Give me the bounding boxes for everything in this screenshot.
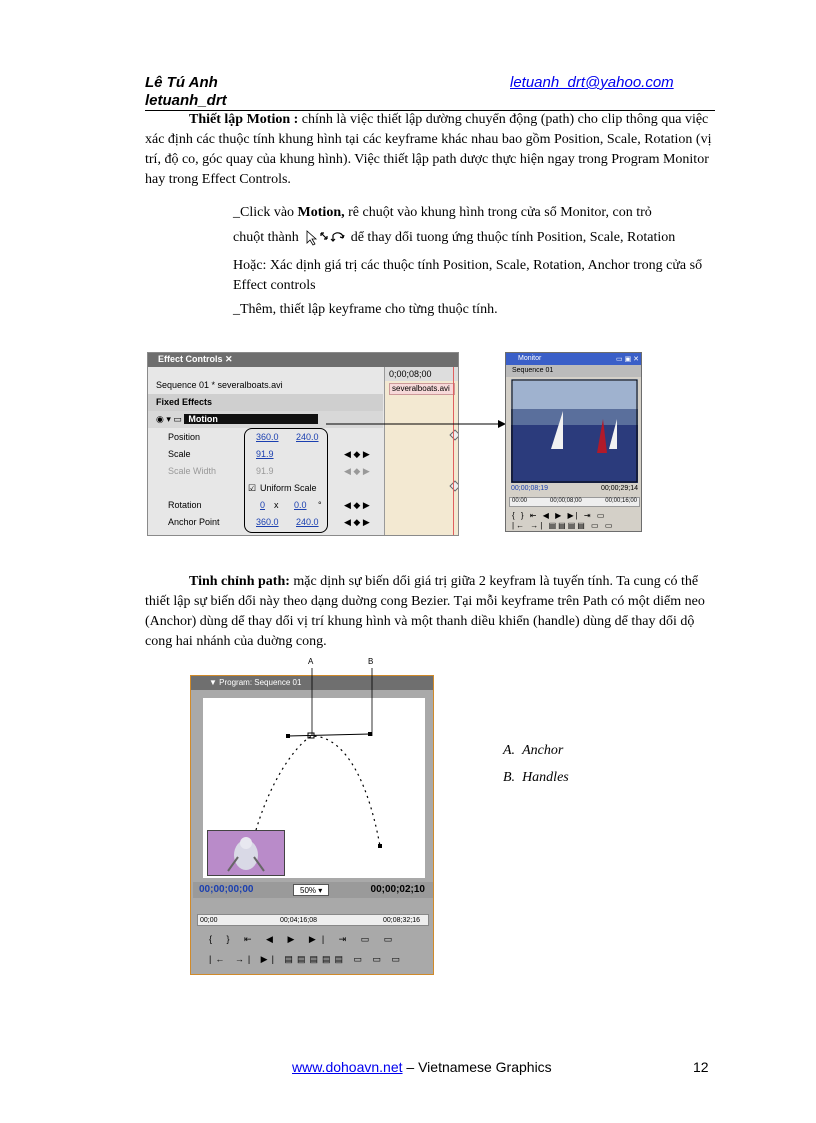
path-body: mặc dịnh sự biến dổi giá trị giữa 2 keyfram là tuyến tính. Ta cung có thể thiết lập sự biến dổi này theo dạng duờng cong Bezier. Tại mỗi keyframe trên Path có một diểm neo (Anchor) dùng dể thay dổi vị trí khung hình và một thanh diều khiển (handle) dùng dể thay dổi dộ cong hai nhánh của duờng cong. xyxy=(145,574,705,649)
header-author: Lê Tú Anh xyxy=(145,74,218,91)
ec-timecode: 0;00;08;00 xyxy=(385,367,459,381)
keyframe-nav-icon[interactable]: ◀ ◆ ▶ xyxy=(344,449,370,459)
label-a: A xyxy=(308,657,314,666)
label-b: B xyxy=(368,657,374,666)
keyframe-icon[interactable] xyxy=(449,480,459,491)
ec-prop-rotation: Rotation 0 x 0.0 ° ◀ ◆ ▶ xyxy=(148,497,383,514)
effect-controls-tab[interactable]: Effect Controls ✕ xyxy=(148,353,458,367)
position-y-value[interactable]: 240.0 xyxy=(296,432,319,442)
step-click-motion: _Click vào Motion, rê chuột vào khung hình trong cửa sổ Monitor, con trỏ xyxy=(233,205,652,220)
motion-body: chính là việc thiết lập dường chuyển động (path) cho clip thông qua việc xác định các thuộc tính khung hình tại các keyframe khác nhau bao gồm Position, Scale, Rotation (vị trí, độ co, góc quay của khung hình). Việc thiết lập path dược thực hiện ngay trong Program Monitor hay trong Effect Controls. xyxy=(145,112,712,187)
monitor-window xyxy=(505,352,642,532)
window-controls-icon[interactable]: ▭ ▣ ✕ xyxy=(616,356,639,363)
monitor-timecodes: 00;00;08;19 00;00;29;14 xyxy=(511,485,638,492)
keyframe-nav-icon[interactable]: ◀ ◆ ▶ xyxy=(344,466,370,476)
legend-item-handles: B. Handles xyxy=(503,770,569,785)
footer xyxy=(292,1059,552,1075)
keyframe-nav-icon[interactable]: ◀ ◆ ▶ xyxy=(344,500,370,510)
step-keyframe: _Thêm, thiết lập keyframe cho từng thuộc tính. xyxy=(233,302,498,317)
scale-value[interactable]: 91.9 xyxy=(256,449,274,459)
sailboats-image xyxy=(511,379,638,483)
program-titlebar: ▼ Program: Sequence 01 xyxy=(191,676,433,690)
ec-prop-position: Position 360.0 240.0 xyxy=(148,429,383,446)
playhead-line xyxy=(453,367,454,536)
program-transport-controls-2[interactable]: |← →| ▶| ▤▤▤▤▤ ▭ ▭ ▭ xyxy=(209,954,404,964)
step-cursor-line: chuột thành dể thay dổi tuong ứng thuộc tính Position, Scale, Rotation xyxy=(233,230,676,245)
value-highlight-box xyxy=(244,428,328,533)
motion-label: Motion xyxy=(184,414,318,424)
monitor-tab[interactable]: Sequence 01 xyxy=(506,365,641,377)
ec-sequence-label: Sequence 01 * severalboats.avi xyxy=(156,380,283,390)
ec-uniform-scale[interactable]: ☑ Uniform Scale xyxy=(148,480,383,497)
zoom-select[interactable]: 50% ▾ xyxy=(293,884,329,896)
ec-fixed-effects: Fixed Effects xyxy=(148,394,383,411)
monitor-ruler[interactable]: 00:00 00;00;08;00 00;00;16;00 xyxy=(509,497,640,507)
program-duration: 00;00;02;10 xyxy=(370,884,425,895)
page-number: 12 xyxy=(693,1059,709,1075)
monitor-transport-controls[interactable]: { } ⇤ ◀ ▶ ▶| ⇥ ▭ xyxy=(512,511,607,520)
monitor-video-frame xyxy=(511,379,638,483)
checkbox-icon[interactable]: ☑ xyxy=(248,483,257,493)
eye-icon[interactable]: ◉ ▾ ▭ xyxy=(156,414,182,424)
footer-site-link[interactable]: www.dohoavn.net xyxy=(292,1059,403,1075)
ec-prop-scale: Scale 91.9 ◀ ◆ ▶ xyxy=(148,446,383,463)
footer-suffix: – Vietnamese Graphics xyxy=(402,1059,552,1075)
cursor-arrows-icon xyxy=(303,229,347,247)
ec-prop-scale-width: Scale Width 91.9 ◀ ◆ ▶ xyxy=(148,463,383,480)
program-current-time[interactable]: 00;00;00;00 xyxy=(199,884,254,895)
anchor-x-value[interactable]: 360.0 xyxy=(256,517,279,527)
program-ruler[interactable]: 00;00 00;04;16;08 00;08;32;16 xyxy=(197,914,429,926)
motion-paragraph xyxy=(145,110,715,190)
monitor-transport-controls-2[interactable]: |← →| ▤▤▤▤ ▭ ▭ xyxy=(512,521,615,530)
arrow-connector xyxy=(326,416,506,432)
ec-clip-bar: severalboats.avi xyxy=(389,383,455,395)
legend-list xyxy=(503,737,569,791)
rotation-degree-value[interactable]: 0.0 xyxy=(294,500,307,510)
rotation-turns-value[interactable]: 0 xyxy=(260,500,266,510)
motion-path-diagram xyxy=(190,660,434,890)
legend-item-anchor: A. Anchor xyxy=(503,743,564,758)
motion-title: Thiết lập Motion : xyxy=(189,112,299,127)
keyframe-nav-icon[interactable]: ◀ ◆ ▶ xyxy=(344,517,370,527)
effect-controls-panel xyxy=(147,352,459,536)
program-transport-controls[interactable]: { } ⇤ ◀ ▶ ▶| ⇥ ▭ ▭ xyxy=(209,934,399,944)
path-title: Tinh chỉnh path: xyxy=(189,574,290,589)
header-email-link[interactable]: letuanh_drt@yahoo.com xyxy=(510,74,674,91)
path-paragraph xyxy=(145,572,715,652)
anchor-y-value[interactable]: 240.0 xyxy=(296,517,319,527)
ec-prop-anchor: Anchor Point 360.0 240.0 ◀ ◆ ▶ xyxy=(148,514,383,531)
header-username: letuanh_drt xyxy=(145,92,227,109)
position-x-value[interactable]: 360.0 xyxy=(256,432,279,442)
monitor-titlebar: Monitor ▭ ▣ ✕ xyxy=(506,353,641,365)
step-effect-controls: Hoặc: Xác dịnh giá trị các thuộc tính Position, Scale, Rotation, Anchor trong cửa sổ Effect controls xyxy=(233,258,703,293)
timeline-area xyxy=(384,367,459,536)
